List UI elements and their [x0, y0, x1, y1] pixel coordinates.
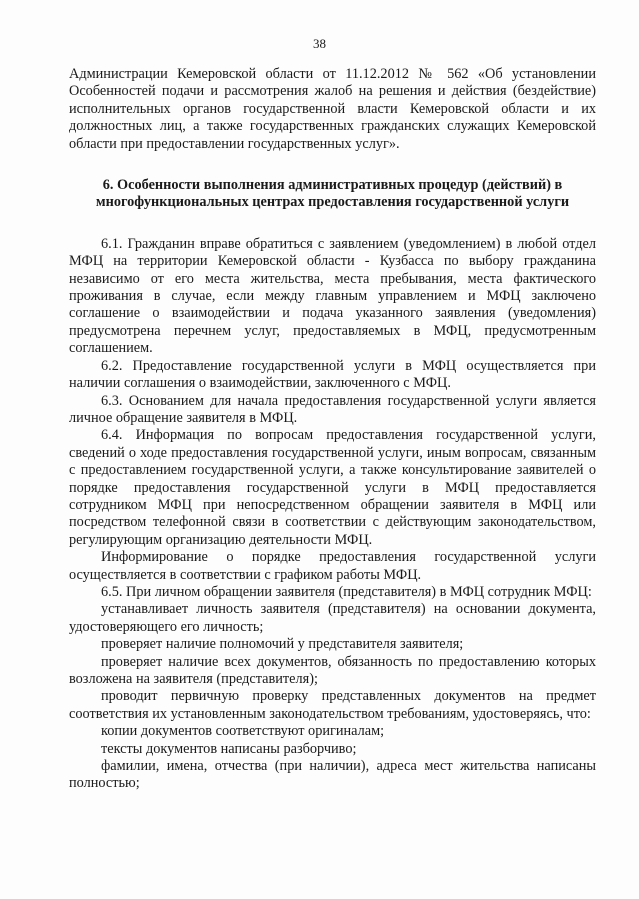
paragraph-6-2: 6.2. Предоставление государственной услуги в МФЦ осуществляется при наличии соглашения о взаимодействии, заключенного с МФЦ.	[69, 357, 596, 392]
paragraph-6-3: 6.3. Основанием для начала предоставления государственной услуги является личное обращение заявителя в МФЦ.	[69, 392, 596, 426]
list-item-documents: проверяет наличие всех документов, обязанность по предоставлению которых возложена на заявителя (представителя);	[69, 653, 596, 687]
list-item-authority: проверяет наличие полномочий у представителя заявителя;	[101, 636, 464, 653]
list-item-identity: устанавливает личность заявителя (представителя) на основании документа, удостоверяющего его личность;	[69, 601, 596, 635]
document-body	[69, 66, 596, 793]
paragraph-6-4: 6.4. Информация по вопросам предоставления государственной услуги, сведений о ходе предоставления государственной услуги, иным вопросам, связанным с предоставлением государственной услуги, а также консультирование заявителей о порядке предоставления государственной услуги в МФЦ предоставляется сотрудником МФЦ при непосредственном обращении заявителя в МФЦ или посредством телефонной связи в соответствии с действующим законодательством, регулирующим организацию деятельности МФЦ.	[69, 427, 596, 548]
paragraph-6-5: 6.5. При личном обращении заявителя (представителя) в МФЦ сотрудник МФЦ:	[101, 583, 592, 600]
list-item-texts: тексты документов написаны разборчиво;	[101, 740, 357, 757]
list-item-names: фамилии, имена, отчества (при наличии), адреса мест жительства написаны полностью;	[69, 758, 596, 792]
page-number: 38	[313, 36, 326, 51]
paragraph-6-1: 6.1. Гражданин вправе обратиться с заявлением (уведомлением) в любой отдел МФЦ на территории Кемеровской области - Кузбасса по выбору гражданина независимо от его места жительства, места пребывания, места фактического проживания в случае, если между главным управлением и МФЦ заключено соглашение о взаимодействии и подача указанного заявления (уведомления) предусмотрена перечнем услуг, предоставляемых в МФЦ, предусмотренным соглашением.	[69, 235, 596, 357]
intro-paragraph: Администрации Кемеровской области от 11.12.2012 № 562 «Об установлении Особенностей подачи и рассмотрения жалоб на решения и действия (бездействие) исполнительных органов государственной власти Кемеровской области и их должностных лиц, а также государственных гражданских служащих Кемеровской области при предоставлении государственных услуг».	[69, 66, 596, 152]
paragraph-informing: Информирование о порядке предоставления государственной услуги осуществляется в соответствии с графиком работы МФЦ.	[69, 549, 596, 583]
list-item-copies: копии документов соответствуют оригиналам;	[101, 723, 385, 740]
section-heading: 6. Особенности выполнения административных процедур (действий) в многофункциональных центрах предоставления государственной услуги	[95, 177, 570, 211]
list-item-verification: проводит первичную проверку представленных документов на предмет соответствия их установленным законодательством требованиям, удостоверяясь, что:	[69, 688, 596, 722]
